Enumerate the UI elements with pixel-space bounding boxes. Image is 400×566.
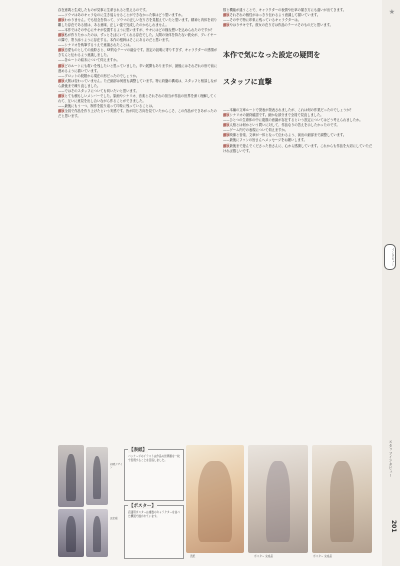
paragraph: 藤原それぞれの個性がはっきり伝わるよう意識して描いています。 <box>223 13 321 18</box>
paragraph: 藤原人格とは何かという問いに対して、作品なりの答えを示したかったのです。 <box>223 123 340 128</box>
paragraph: 藤原恋愛ものとしての純粋さと、SF的なテーマの融合です。設定の説明に寄りすぎず、キャラクターの感情がきちんと伝わるよう意識しました。 <box>58 48 218 58</box>
character-silhouette <box>93 456 102 500</box>
paragraph: ——ソウマはあのキャラなのに生き返らせることができなかった事はどう思いますか。 <box>58 13 185 18</box>
paragraph: 藤原映像と音楽、文章が一体となって伝わるよう、演出の細部まで調整しています。 <box>223 133 347 138</box>
paragraph: 数と機能が違うことで、キャラクターの表情や仕草の描き方にも違いが出てきます。 <box>223 8 346 12</box>
paragraph: 藤原私が作りたかったのは、ずっとそばにいてくれる存在でした。人間の身体を持たない彼女が、プレイヤーの隣で、寄り添うように存在する。本作の根幹はそこにあるのだと思います。 <box>58 33 217 43</box>
artwork-caption: ポスター 完成品 <box>254 555 273 558</box>
side-strip <box>382 0 400 566</box>
poster-artwork <box>248 445 308 553</box>
paragraph: 藤原わかりません。でも信念を持って、ソウマの正しい在り方を見据えていたと思います。精神と肉体を切り離した存在である彼は、ある意味、正しい姿で完成したのかもしれません。 <box>58 18 217 28</box>
poster-artwork <box>312 445 372 553</box>
artwork-gallery <box>58 445 373 560</box>
cover-info-box <box>124 449 184 501</box>
artwork-caption: ポスター 完成品 <box>313 555 332 558</box>
paragraph: ——プロットの段階から現在の形だったのでしょうか。 <box>58 73 140 78</box>
character-figure <box>58 445 84 507</box>
paragraph: ——シナリオを執筆するうえで意識されたことは。 <box>58 43 133 48</box>
character-silhouette <box>93 516 102 552</box>
paragraph: 藤原最後まで遊んでくださった皆さんに、心から感謝しています。これからも作品を大切にしていただければ嬉しいです。 <box>223 143 373 153</box>
character-figure <box>86 447 108 505</box>
paragraph: 藤原やはりサキです。彼女の在り方は作品のテーマそのものだと思います。 <box>223 23 333 28</box>
page-number: 201 <box>390 520 397 533</box>
box-title: 【ポスター】 <box>129 504 156 509</box>
paragraph: 藤原どのルートにも救いを残したいと思っていました。辛い展開もありますが、最後にはそれぞれの形で前に進めるように描いています。 <box>58 63 218 73</box>
paragraph: ——最後にもう一つ、制作を振り返って印象に残っていることは。 <box>58 103 156 108</box>
box-title: 【表紙】 <box>129 448 147 453</box>
figure-note: 初期デザイン <box>110 463 123 470</box>
poster-info-box <box>124 505 184 559</box>
paragraph: ——その中で特に印象に残っているキャラクターは。 <box>223 18 301 23</box>
paragraph: 藤原シナリオの最終確認です。細かな部分まで全員で見直しました。 <box>223 113 324 118</box>
character-silhouette <box>330 461 354 542</box>
paragraph: ——最後にファンの皆さんへメッセージをお願いします。 <box>223 138 307 143</box>
section-tab: インタビュー <box>384 244 396 270</box>
paragraph: 存在意義と生成したものが見事に生命されると思えるのです。 <box>58 8 149 12</box>
star-icon: ★ <box>388 8 395 16</box>
figure-note: 決定稿 <box>110 517 118 520</box>
paragraph: ——本作ではその中心にサキが位置するように思いますが、サキにはどの様な想いを込められたのですか？ <box>58 28 214 33</box>
section-heading <box>223 32 373 104</box>
character-silhouette <box>66 516 76 552</box>
box-text: 店頭用ポスターは複数のキャラクターを並べた構図で描かれています。 <box>128 511 180 518</box>
artwork-caption: 表紙 <box>190 555 196 558</box>
paragraph: ——ひとつの生命体の中に複数の意識が存在するという設定についてはどう考えられましたか。 <box>223 118 363 123</box>
cover-artwork <box>186 445 244 553</box>
paragraph: 藤原大筋は変わっていません。ただ細部は何度も調整しています。特に終盤の構成は、スタッフと相談しながら最後まで練り直しました。 <box>58 78 218 88</box>
character-silhouette <box>266 461 290 542</box>
section-heading-line: 本作で気になった設定の疑問を <box>223 50 321 60</box>
paragraph: ——本編の文章ルートで発表が発表されましたが、これは何の作業だったのでしょうか？ <box>223 108 353 113</box>
paragraph: ——ではそのスタッフについても伺いたいと思います。 <box>58 88 139 93</box>
box-text: パッケージのイラストは作品の世界観を一枚で表現することを目指しました。 <box>128 455 180 462</box>
paragraph: 藤原とても頼もしいメンバーでした。原画やシナリオ、音楽とそれぞれの担当が作品の世界を深く理解してくれて、互いに意見を出し合いながら作ることができました。 <box>58 93 217 103</box>
running-title: スタッフインタビュー <box>389 440 393 477</box>
interview-column-right <box>223 8 373 443</box>
character-figure <box>58 509 84 557</box>
paragraph: ——ゲーム内での表現について伺えますか。 <box>223 128 288 133</box>
paragraph: ——各ルートの結末について伺えますか。 <box>58 58 120 63</box>
interview-column-left <box>58 8 218 443</box>
character-silhouette <box>198 461 233 542</box>
section-heading-line: スタッフに直撃 <box>223 77 272 87</box>
character-figure <box>86 509 108 557</box>
character-silhouette <box>66 454 76 501</box>
paragraph: 藤原全員で作品を作り上げたという実感です。皆が同じ方向を見ていたからこそ、この作品ができあがったのだと思います。 <box>58 108 217 118</box>
